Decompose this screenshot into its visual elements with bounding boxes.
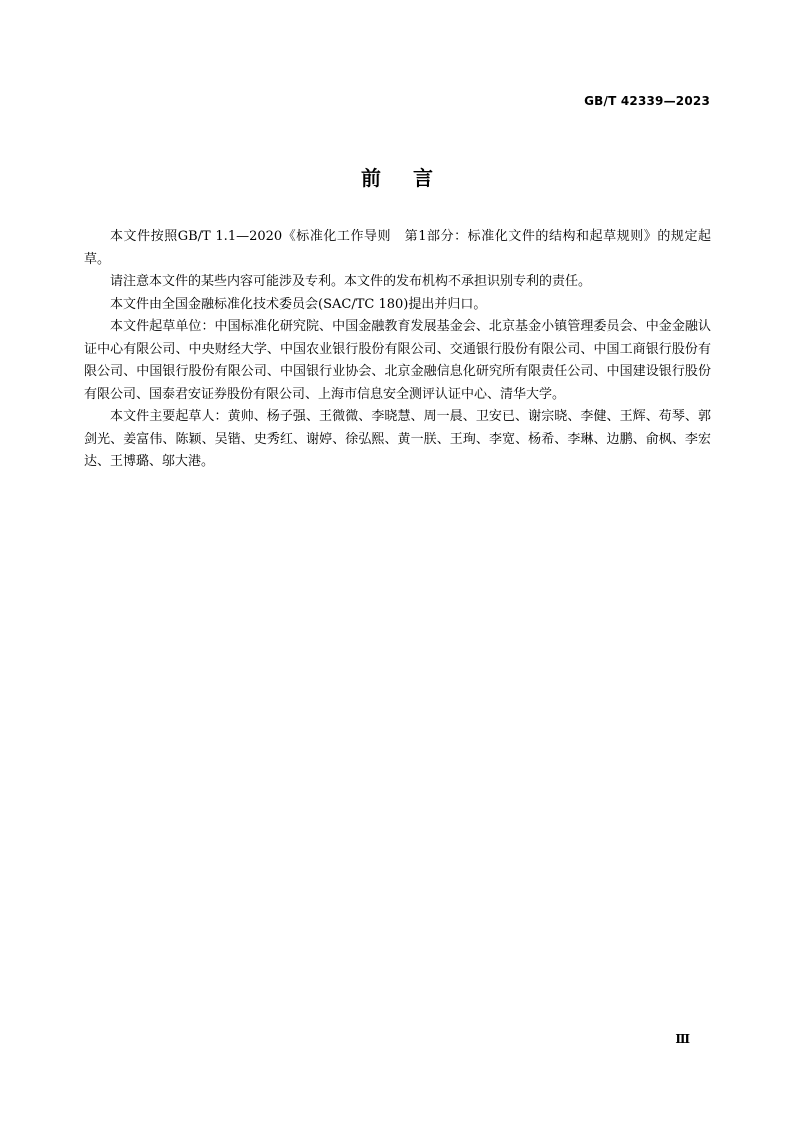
paragraph-drafters: 本文件主要起草人：黄帅、杨子强、王微微、李晓慧、周一晨、卫安已、谢宗晓、李健、王辉、苟琴、郭剑光、姜富伟、陈颖、吴锴、史秀红、谢婷、徐弘熙、黄一朕、王珣、李宽、杨希、李琳、边鹏、俞枫、李宏达、王博璐、邬大港。 — [84, 409, 711, 469]
paragraph-patent-notice: 请注意本文件的某些内容可能涉及专利。本文件的发布机构不承担识别专利的责任。 — [110, 274, 592, 289]
paragraph-proposer: 本文件由全国金融标准化技术委员会(SAC/TC 180)提出并归口。 — [110, 296, 487, 312]
paragraph-drafting-rules: 本文件按照GB/T 1.1—2020《标准化工作导则 第1部分：标准化文件的结构和起草规则》的规定起草。 — [84, 229, 711, 267]
paragraph-drafting-units: 本文件起草单位：中国标准化研究院、中国金融教育发展基金会、北京基金小镇管理委员会、中金金融认证中心有限公司、中央财经大学、中国农业银行股份有限公司、交通银行股份有限公司、中国工商银行股份有限公司、中国银行股份有限公司、中国银行业协会、北京金融信息化研究所有限责任公司、中国建设银行股份有限公司、国泰君安证券股份有限公司、上海市信息安全测评认证中心、清华大学。 — [84, 319, 711, 402]
page-title: 前言 — [361, 166, 465, 190]
standard-code: GB/T 42339—2023 — [584, 94, 710, 108]
page-number: Ⅲ — [675, 1032, 690, 1046]
foreword-body — [84, 226, 711, 474]
